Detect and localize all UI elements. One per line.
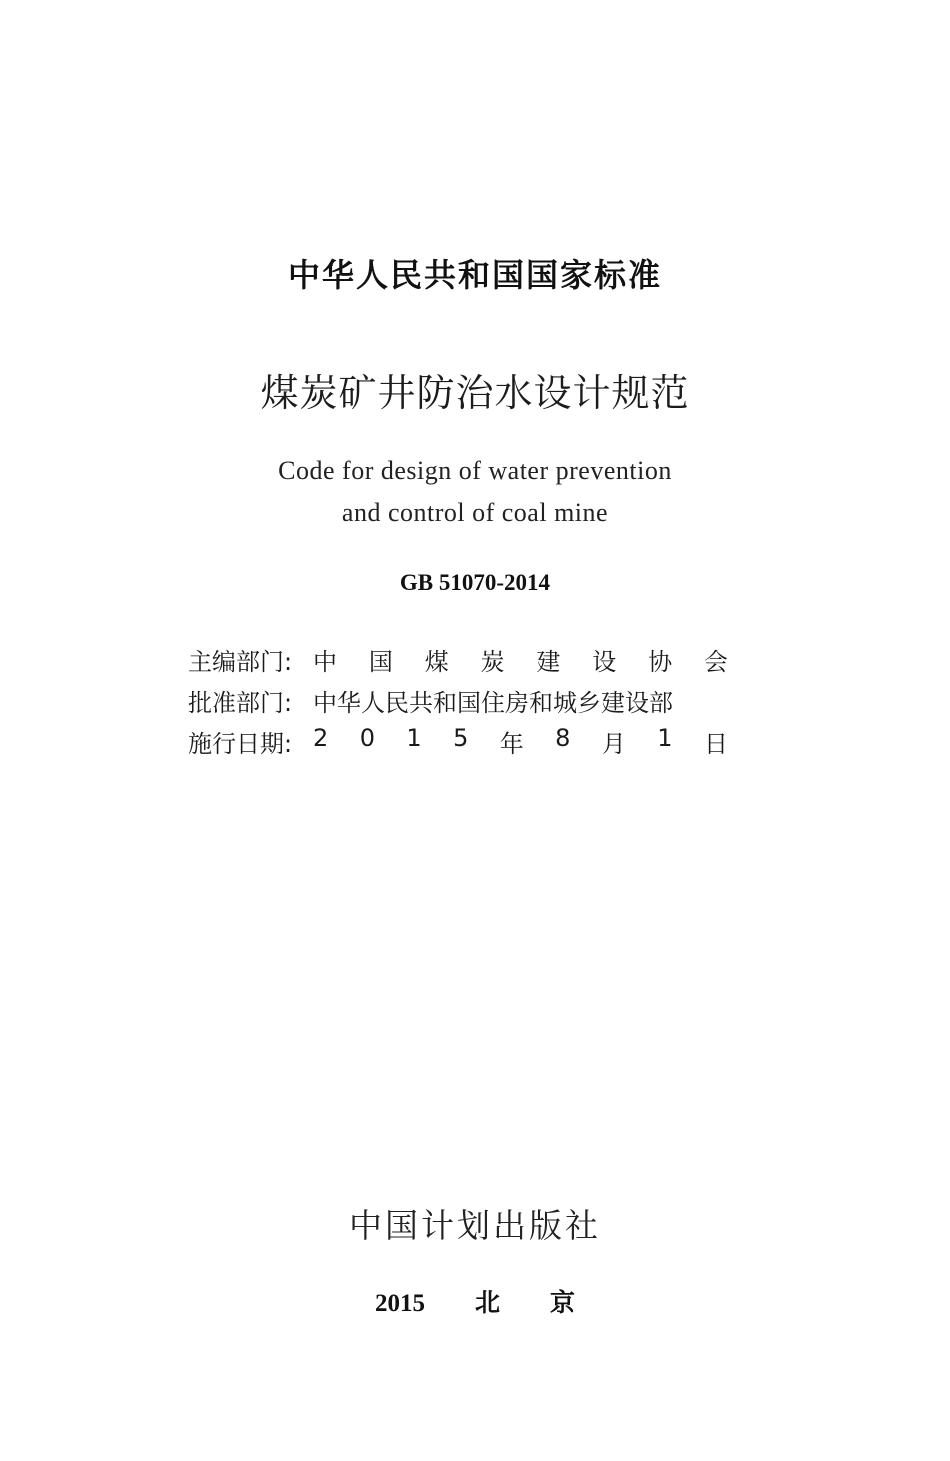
imprint-place-char: 京 bbox=[550, 1290, 576, 1317]
imprint-year: 2015 bbox=[374, 1290, 425, 1317]
editor-row bbox=[188, 642, 728, 676]
editor-char: 设 bbox=[592, 647, 617, 676]
editor-char: 中 bbox=[313, 647, 337, 676]
approver-label: 批准部门: bbox=[188, 688, 293, 717]
effective-date-label: 施行日期: bbox=[188, 729, 293, 758]
editor-char: 建 bbox=[536, 647, 561, 676]
effective-date-value bbox=[313, 724, 728, 759]
editor-char: 国 bbox=[368, 647, 393, 676]
editor-value bbox=[313, 642, 728, 677]
document-title-en-line2: and control of coal mine bbox=[341, 498, 609, 527]
publisher-name: 中国计划出版社 bbox=[349, 1206, 601, 1245]
date-char: 0 bbox=[359, 723, 375, 752]
document-title-en-line1: Code for design of water prevention bbox=[278, 456, 672, 485]
imprint-place-char: 北 bbox=[474, 1290, 500, 1317]
editor-char: 炭 bbox=[480, 647, 505, 676]
date-char: 日 bbox=[703, 729, 728, 758]
date-char: 1 bbox=[406, 723, 422, 752]
date-char: 5 bbox=[453, 723, 469, 752]
date-char: 2 bbox=[313, 723, 329, 752]
document-title-cn: 煤炭矿井防治水设计规范 bbox=[260, 371, 690, 415]
standard-number: GB 51070-2014 bbox=[399, 570, 551, 595]
editor-char: 协 bbox=[648, 647, 673, 676]
imprint-line bbox=[0, 1283, 950, 1319]
effective-date-row bbox=[188, 724, 728, 758]
approver-row bbox=[188, 683, 728, 717]
national-standard-heading: 中华人民共和国国家标准 bbox=[287, 256, 662, 294]
date-char: 年 bbox=[499, 729, 524, 758]
editor-label: 主编部门: bbox=[188, 647, 293, 676]
approver-value: 中华人民共和国住房和城乡建设部 bbox=[313, 688, 673, 717]
date-char: 1 bbox=[657, 723, 673, 752]
date-char: 8 bbox=[555, 723, 571, 752]
date-char: 月 bbox=[601, 729, 626, 758]
editor-char: 会 bbox=[703, 647, 728, 676]
editor-char: 煤 bbox=[424, 647, 449, 676]
